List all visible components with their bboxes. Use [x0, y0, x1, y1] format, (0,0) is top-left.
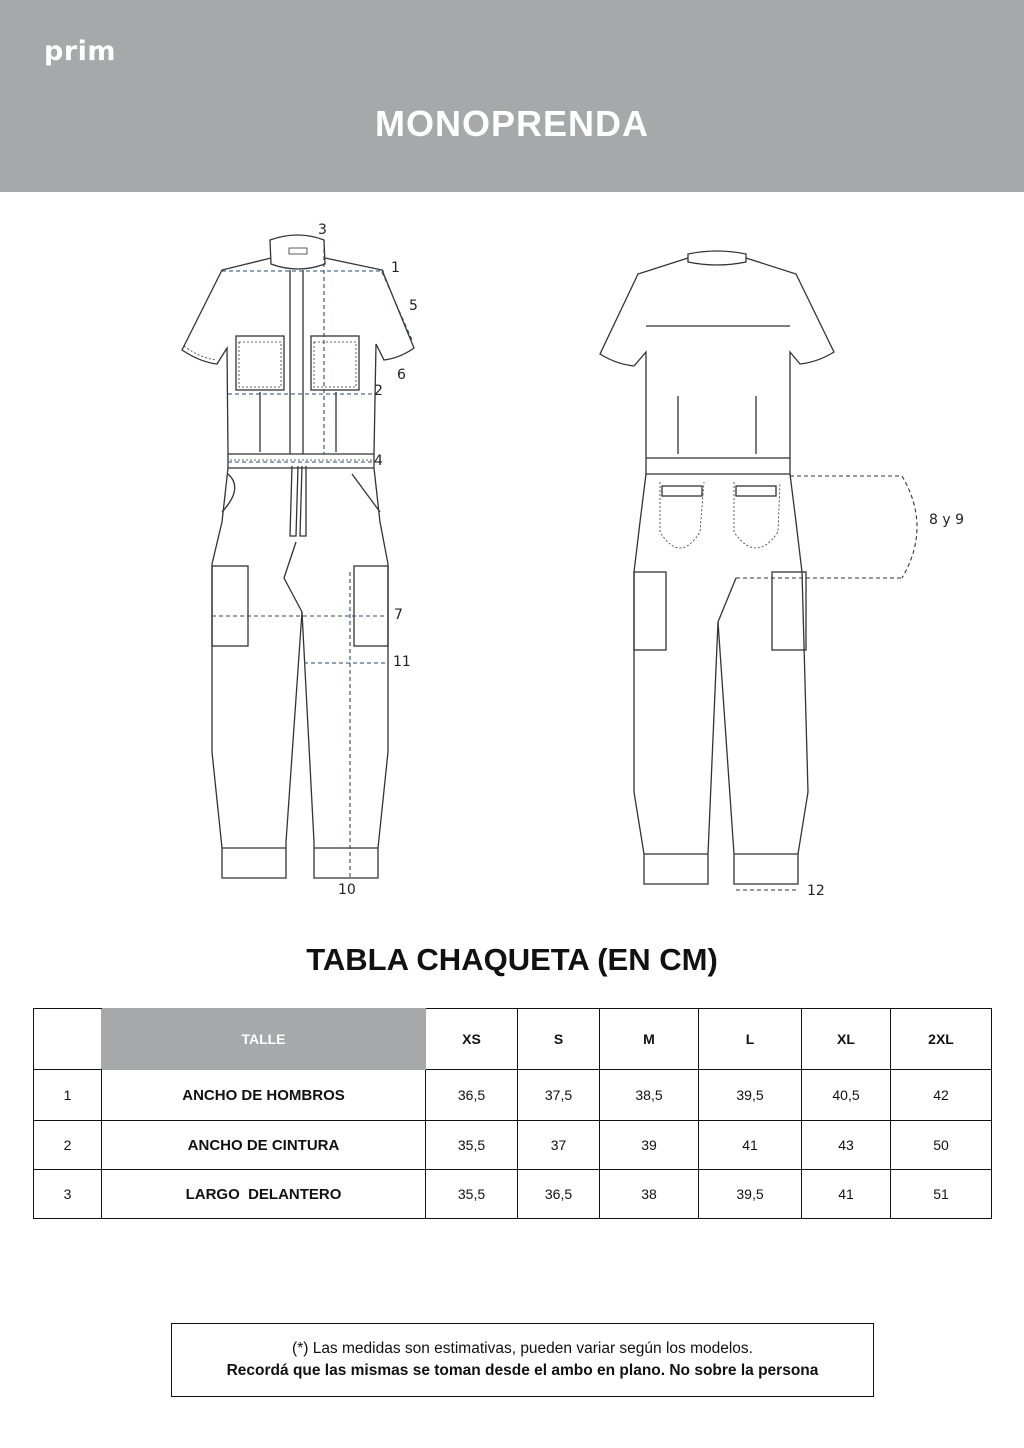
table-cell: 37 — [518, 1121, 600, 1170]
table-cell: 38,5 — [600, 1070, 699, 1121]
table-cell: 35,5 — [426, 1121, 518, 1170]
label-5: 5 — [409, 298, 418, 314]
table-cell: 39 — [600, 1121, 699, 1170]
row-measure-name: ANCHO DE CINTURA — [102, 1121, 426, 1170]
note-line-1: (*) Las medidas son estimativas, pueden variar según los modelos. — [292, 1340, 753, 1357]
front-measure-labels — [318, 222, 418, 898]
label-8-y-9: 8 y 9 — [929, 512, 964, 528]
table-cell: 36,5 — [518, 1170, 600, 1219]
header-size: 2XL — [891, 1009, 992, 1070]
label-4: 4 — [374, 453, 383, 469]
table-header-row — [34, 1009, 992, 1070]
table-cell: 43 — [802, 1121, 891, 1170]
table-cell: 39,5 — [699, 1170, 802, 1219]
page-header — [0, 0, 1024, 192]
table-cell: 35,5 — [426, 1170, 518, 1219]
table-row — [34, 1170, 992, 1219]
table-cell: 36,5 — [426, 1070, 518, 1121]
garment-technical-drawing — [0, 192, 1024, 912]
back-measure-labels — [807, 512, 964, 899]
front-measure-lines — [212, 242, 412, 878]
row-number: 3 — [34, 1170, 102, 1219]
table-cell: 42 — [891, 1070, 992, 1121]
table-row — [34, 1121, 992, 1170]
label-12: 12 — [807, 883, 825, 899]
row-number: 2 — [34, 1121, 102, 1170]
table-cell: 41 — [802, 1170, 891, 1219]
table-row — [34, 1070, 992, 1121]
header-size: L — [699, 1009, 802, 1070]
label-7: 7 — [394, 607, 403, 623]
front-view-drawing — [182, 235, 414, 878]
back-measure-lines — [736, 476, 917, 890]
row-measure-name: ANCHO DE HOMBROS — [102, 1070, 426, 1121]
header-size: S — [518, 1009, 600, 1070]
label-2: 2 — [374, 383, 383, 399]
note-line-2: Recordá que las mismas se toman desde el ambo en plano. No sobre la persona — [226, 1362, 819, 1379]
label-6: 6 — [397, 367, 406, 383]
label-1: 1 — [391, 260, 400, 276]
table-cell: 39,5 — [699, 1070, 802, 1121]
table-cell: 50 — [891, 1121, 992, 1170]
table-cell: 51 — [891, 1170, 992, 1219]
measurement-note — [171, 1323, 874, 1397]
table-cell: 37,5 — [518, 1070, 600, 1121]
label-3: 3 — [318, 222, 327, 238]
header-size: XL — [802, 1009, 891, 1070]
label-10: 10 — [338, 882, 356, 898]
label-11: 11 — [393, 654, 411, 670]
size-table — [33, 1008, 992, 1219]
header-size: XS — [426, 1009, 518, 1070]
table-cell: 41 — [699, 1121, 802, 1170]
header-size: M — [600, 1009, 699, 1070]
table-cell: 40,5 — [802, 1070, 891, 1121]
back-view-drawing — [600, 251, 834, 884]
page-title: MONOPRENDA — [374, 103, 649, 144]
row-measure-name: LARGO DELANTERO — [102, 1170, 426, 1219]
header-talle: TALLE — [102, 1009, 426, 1070]
header-empty-cell — [34, 1009, 102, 1070]
brand-logo: prim — [44, 36, 117, 67]
size-table-title: TABLA CHAQUETA (EN CM) — [306, 942, 718, 977]
table-cell: 38 — [600, 1170, 699, 1219]
row-number: 1 — [34, 1070, 102, 1121]
